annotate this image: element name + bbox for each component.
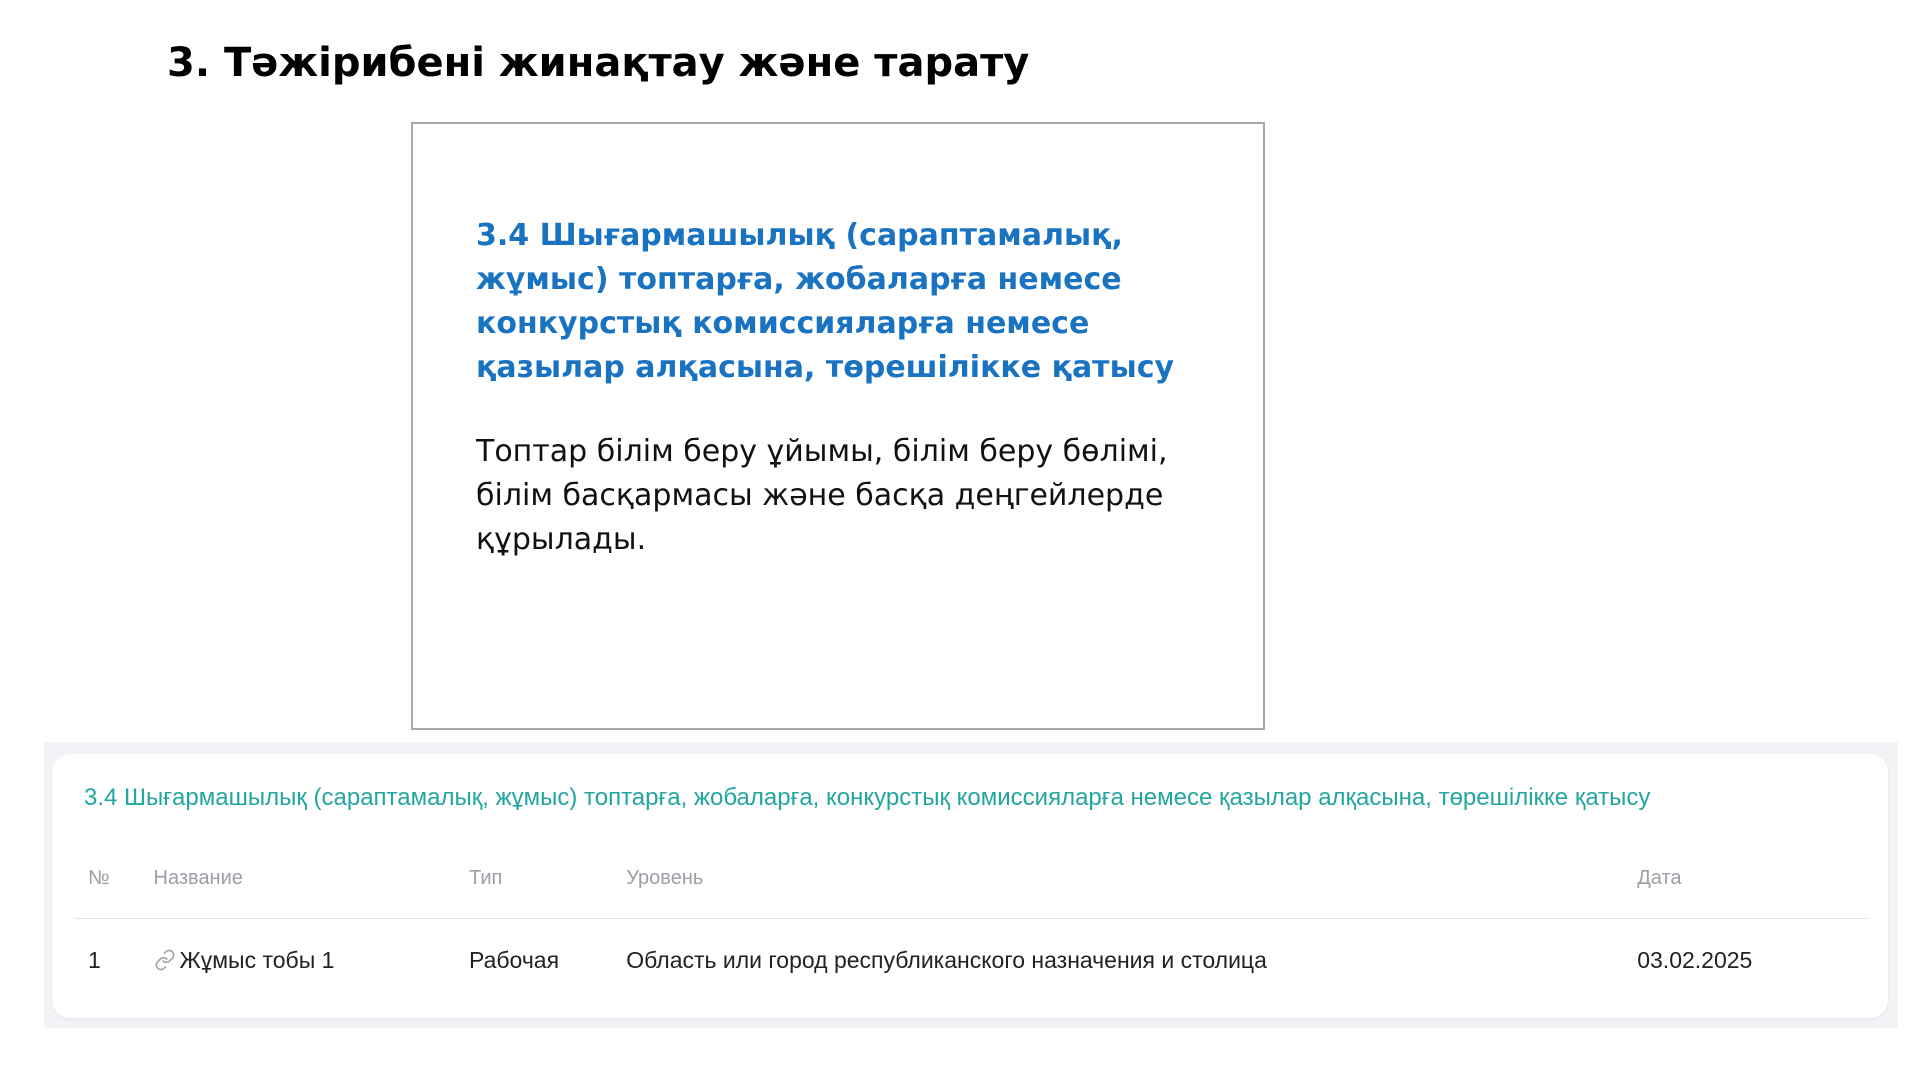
section-title: 3.4 Шығармашылық (сараптамалық, жұмыс) топтарға, жобаларға, конкурстық комиссияларға немесе қазылар алқасына, төрешілікке қатысу [84, 784, 1651, 811]
row-type: Рабочая [469, 946, 560, 973]
row-name-link[interactable]: Жұмыс тобы 1 [179, 946, 335, 973]
info-body: Топтар білім беру ұйымы, білім беру бөлімі, білім басқармасы және басқа деңгейлерде құрылады. [476, 434, 1168, 557]
column-header-date: Дата [1637, 838, 1868, 919]
row-num: 1 [88, 946, 101, 973]
row-date: 03.02.2025 [1637, 946, 1753, 973]
info-box [411, 122, 1265, 730]
column-header-name: Название [154, 838, 470, 919]
column-header-type: Тип [469, 838, 626, 919]
groups-table [74, 838, 1868, 1001]
slide-title: 3. Тәжірибені жинақтау және тарату [167, 40, 1030, 86]
column-header-num: № [74, 838, 154, 919]
link-icon[interactable] [154, 949, 176, 971]
embedded-screenshot [44, 742, 1898, 1028]
column-header-level: Уровень [626, 838, 1637, 919]
table-row [74, 919, 1868, 1002]
table-header-row [74, 838, 1868, 919]
info-heading: 3.4 Шығармашылық (сараптамалық, жұмыс) топтарға, жобаларға немесе конкурстық комиссияларға немесе қазылар алқасына, төрешілікке қатысу [476, 218, 1175, 385]
row-level: Область или город республиканского назначения и столица [626, 946, 1267, 973]
row-name-cell [154, 919, 470, 1002]
section-card [52, 754, 1888, 1018]
